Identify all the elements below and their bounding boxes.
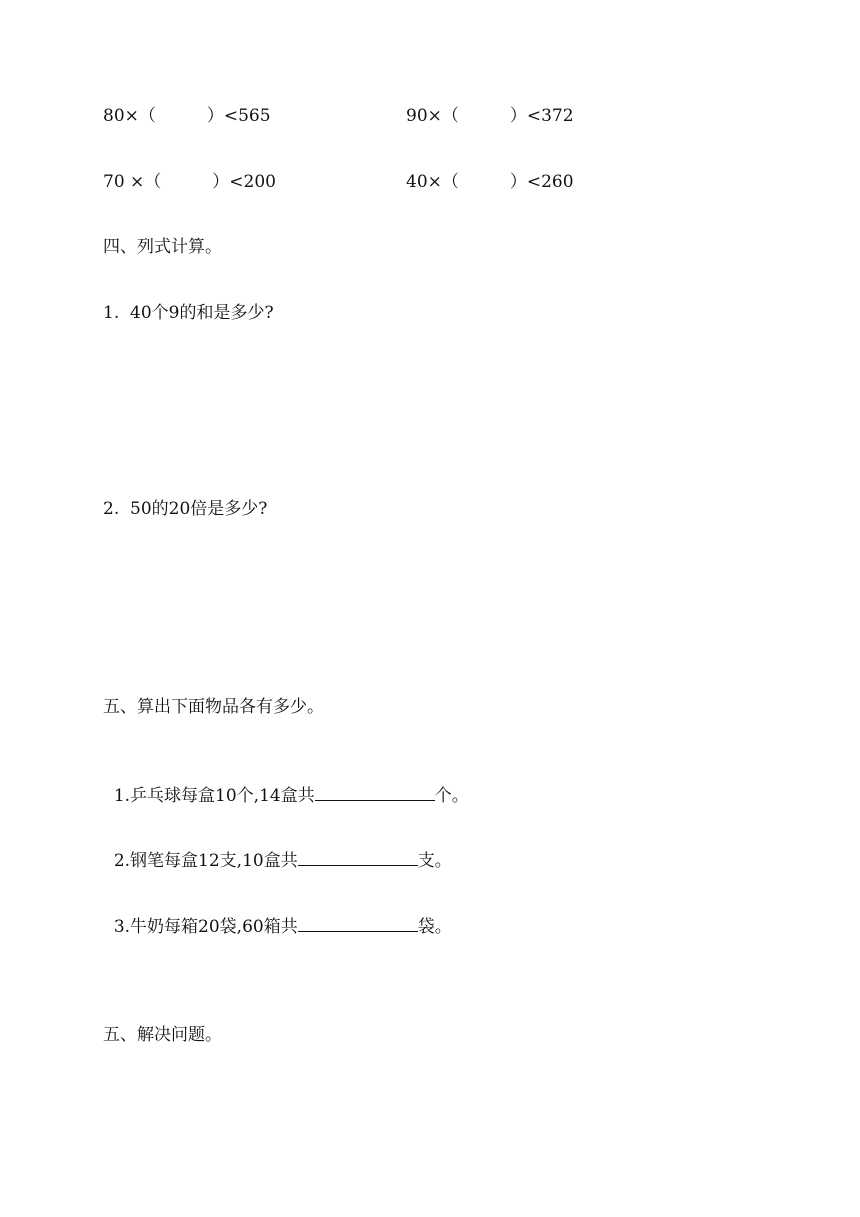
item-1-text: 1.乒乓球每盒10个,14盒共 bbox=[113, 786, 315, 806]
inequality-row-2-left: 70 ×（ ）<200 bbox=[103, 172, 276, 192]
section-5b-title: 五、解决问题。 bbox=[103, 1025, 222, 1045]
section-4-title: 四、列式计算。 bbox=[103, 237, 222, 257]
item-3 bbox=[103, 893, 452, 938]
item-1 bbox=[103, 762, 469, 807]
item-3-text: 3.牛奶每箱20袋,60箱共 bbox=[113, 917, 298, 937]
item-2-blank[interactable] bbox=[298, 849, 418, 866]
inequality-row-1-right: 90×（ ）<372 bbox=[406, 106, 574, 126]
item-1-unit: 个。 bbox=[434, 786, 469, 806]
item-3-blank[interactable] bbox=[298, 915, 418, 932]
item-2-unit: 支。 bbox=[417, 851, 452, 871]
inequality-row-1-left: 80×（ ）<565 bbox=[103, 106, 271, 126]
item-2-text: 2.钢笔每盒12支,10盒共 bbox=[113, 851, 298, 871]
question-2: 2. 50的20倍是多少? bbox=[103, 499, 268, 519]
item-1-blank[interactable] bbox=[315, 784, 435, 801]
inequality-row-2-right: 40×（ ）<260 bbox=[406, 172, 574, 192]
section-5-title: 五、算出下面物品各有多少。 bbox=[103, 697, 324, 717]
item-2 bbox=[103, 827, 452, 872]
question-1: 1. 40个9的和是多少? bbox=[103, 303, 274, 323]
item-3-unit: 袋。 bbox=[417, 917, 452, 937]
